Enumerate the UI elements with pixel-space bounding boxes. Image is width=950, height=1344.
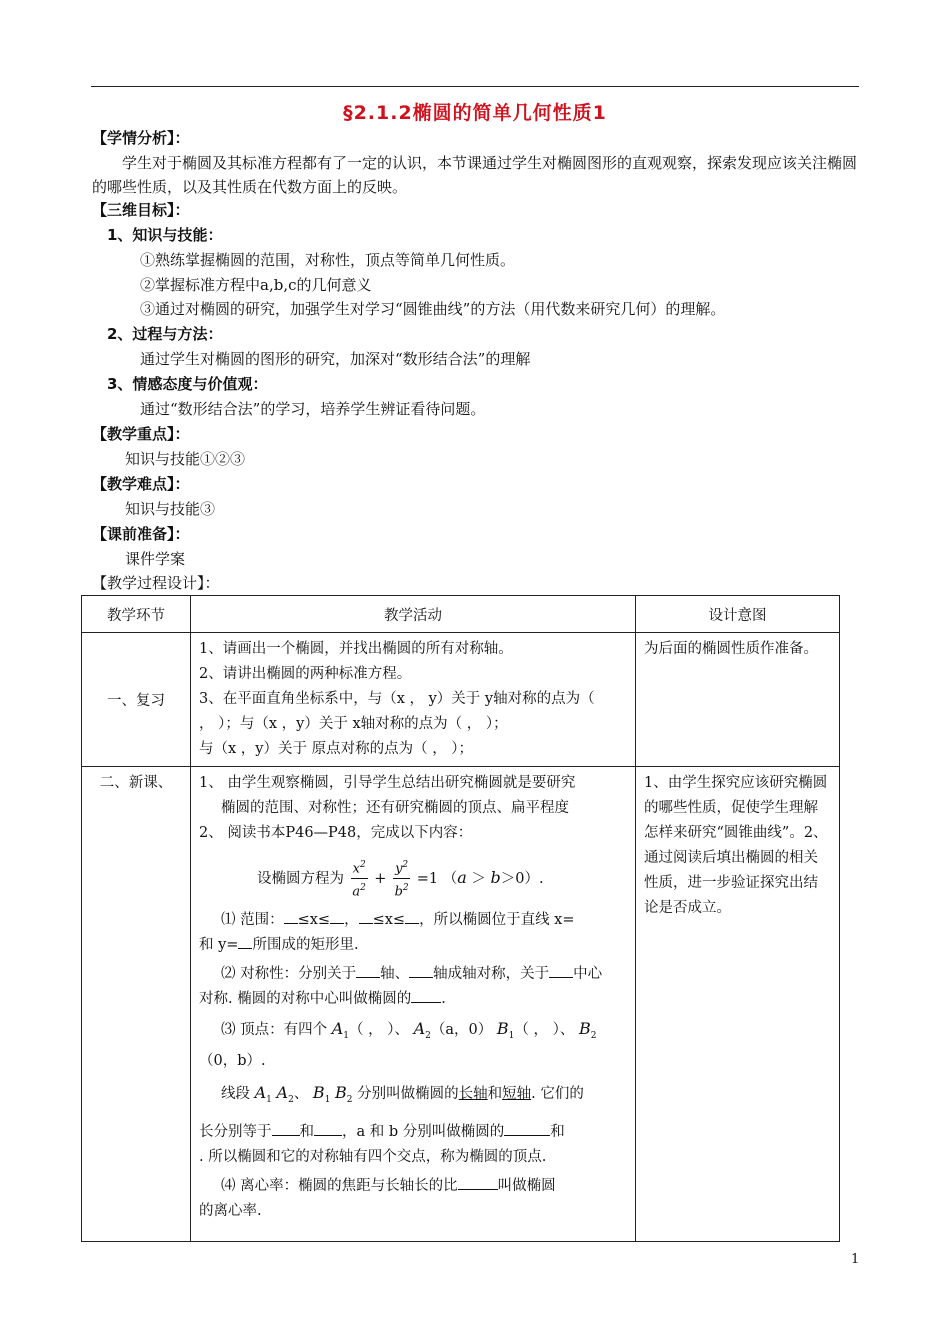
lesson-line: 椭圆的范围、对称性；还有研究椭圆的顶点、扁平程度 [221, 800, 569, 816]
key-heading: 【教学重点】： [92, 425, 190, 443]
intent-new-lesson-text: 1、由学生探究应该研究椭圆的哪些性质，促使学生理解怎样来研究“圆锥曲线”。2、通过阅读后填出椭圆的相关性质，进一步验证探究出结论是否成立。 [644, 775, 828, 916]
page-title: §2.1.2椭圆的简单几何性质1 [343, 102, 607, 124]
range-line: ⑴ 范围： ≤x≤ ， ≤x≤ ，所以椭圆位于直线 x= [199, 908, 627, 933]
vertex-line-2: （0，b）. [199, 1052, 266, 1069]
review-line: 2、请讲出椭圆的两种标准方程。 [199, 666, 412, 682]
analysis-text: 学生对于椭圆及其标准方程都有了一定的认识，本节课通过学生对椭圆图形的直观观察，探索发现应该关注椭圆的哪些性质，以及其性质在代数方面上的反映。 [92, 154, 858, 196]
prep-text: 课件学案 [125, 550, 186, 568]
range-line-2: 和 y= 所围成的矩形里. [199, 933, 627, 958]
header-intent: 设计意图 [636, 596, 840, 633]
goal2-text: 通过学生对椭圆的图形的研究，加深对“数形结合法”的理解 [140, 350, 531, 368]
header-activity: 教学活动 [191, 596, 636, 633]
segment-line: 线段 $A_1$ $A_2$、 $B_1$ $B_2$ 分别叫做椭圆的长轴和短轴. 它们的 [221, 1082, 584, 1105]
process-table [81, 595, 840, 1242]
length-line: 长分别等于 和 ，a 和 b 分别叫做椭圆的 和 [199, 1120, 627, 1145]
fraction-y: $\frac{y^2}{b^2}$ [393, 856, 410, 902]
fraction-x: $\frac{x^2}{a^2}$ [351, 856, 368, 902]
header-rule [91, 86, 859, 87]
symmetry-line: ⑵ 对称性：分别关于 轴、 轴成轴对称，关于 中心 [199, 962, 627, 987]
review-line: ， ）；与（x ，y）关于 x轴对称的点为（ ， ）； [199, 716, 508, 732]
intent-review-text: 为后面的椭圆性质作准备。 [644, 641, 818, 657]
review-line: 1、请画出一个椭圆，并找出椭圆的所有对称轴。 [199, 641, 513, 657]
activity-new-lesson [191, 767, 636, 1242]
goal1-item: ①熟练掌握椭圆的范围，对称性，顶点等简单几何性质。 [140, 251, 516, 269]
ellipse-equation: 设椭圆方程为 $\frac{x^2}{a^2}$ + $\frac{y^2}{b^2}$ =1 （a ＞ b＞0）. [199, 856, 627, 902]
intent-review [636, 633, 840, 767]
stage-review: 一、复习 [82, 633, 191, 767]
difficult-heading: 【教学难点】： [92, 475, 190, 493]
difficult-text: 知识与技能③ [125, 500, 216, 518]
goal3-heading: 3、情感态度与价值观： [107, 375, 268, 393]
goal2-heading: 2、过程与方法： [107, 325, 223, 343]
intent-new-lesson [636, 767, 840, 1242]
review-line: 与（x ，y）关于 原点对称的点为（ ， ）； [199, 741, 474, 757]
length-line-2: . 所以椭圆和它的对称轴有四个交点，称为椭圆的顶点. [199, 1149, 547, 1166]
lesson-line: 1、 由学生观察椭圆，引导学生总结出研究椭圆就是要研究 [199, 775, 576, 791]
lesson-line: 2、 阅读书本P46—P48，完成以下内容： [199, 825, 473, 841]
process-heading: 【教学过程设计】： [92, 574, 220, 592]
goal1-item: ②掌握标准方程中a,b,c的几何意义 [140, 276, 372, 294]
goals-heading: 【三维目标】： [92, 201, 190, 219]
stage-new-lesson-label: 二、新课、 [99, 775, 173, 791]
goal1-item: ③通过对椭圆的研究，加强学生对学习“圆锥曲线”的方法（用代数来研究几何）的理解。 [140, 300, 726, 318]
goal1-heading: 1、知识与技能： [107, 226, 223, 244]
activity-review [191, 633, 636, 767]
eccentricity-line-2: 的离心率. [199, 1203, 262, 1220]
analysis-heading: 【学情分析】： [92, 129, 190, 147]
eccentricity-line: ⑷ 离心率：椭圆的焦距与长轴长的比 叫做椭圆 [199, 1174, 627, 1199]
prep-heading: 【课前准备】： [92, 525, 190, 543]
review-line: 3、在平面直角坐标系中，与（x ， y）关于 y轴对称的点为（ [199, 691, 595, 707]
vertex-line: ⑶ 顶点：有四个 $A_1$（ ， ）、 $A_2(a$，0） $B_1$（ ， ）、 $B_2$ [221, 1018, 597, 1041]
header-stage: 教学环节 [82, 596, 191, 633]
page-number: 1 [851, 1252, 860, 1267]
stage-new-lesson [82, 767, 191, 1242]
goal3-text: 通过“数形结合法”的学习，培养学生辨证看待问题。 [140, 400, 486, 418]
symmetry-line-2: 对称. 椭圆的对称中心叫做椭圆的 . [199, 987, 627, 1012]
key-text: 知识与技能①②③ [125, 450, 246, 468]
